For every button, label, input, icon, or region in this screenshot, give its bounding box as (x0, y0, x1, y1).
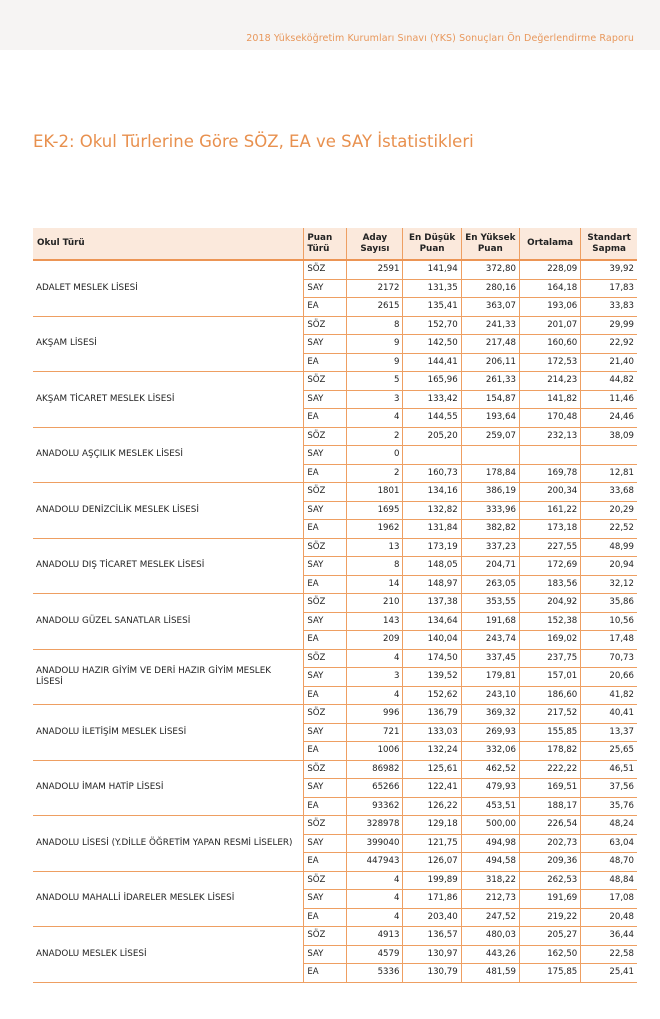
cell-min-score: 122,41 (403, 779, 461, 798)
cell-max-score: 259,07 (461, 427, 519, 446)
cell-std-dev: 11,46 (581, 390, 637, 409)
cell-candidate-count: 93362 (347, 797, 403, 816)
cell-std-dev: 17,08 (581, 890, 637, 909)
cell-std-dev: 21,40 (581, 353, 637, 372)
cell-mean: 175,85 (519, 964, 580, 983)
cell-min-score: 199,89 (403, 871, 461, 890)
cell-mean: 173,18 (519, 520, 580, 539)
cell-min-score: 144,41 (403, 353, 461, 372)
cell-max-score: 453,51 (461, 797, 519, 816)
cell-std-dev: 36,44 (581, 927, 637, 946)
cell-mean: 186,60 (519, 686, 580, 705)
cell-std-dev: 48,70 (581, 853, 637, 872)
cell-min-score: 133,42 (403, 390, 461, 409)
cell-std-dev: 33,68 (581, 483, 637, 502)
cell-score-type: EA (304, 575, 347, 594)
cell-max-score: 333,96 (461, 501, 519, 520)
cell-min-score: 174,50 (403, 649, 461, 668)
cell-max-score (461, 446, 519, 465)
cell-std-dev: 20,94 (581, 557, 637, 576)
cell-min-score: 148,97 (403, 575, 461, 594)
cell-min-score: 134,64 (403, 612, 461, 631)
cell-std-dev: 25,65 (581, 742, 637, 761)
page-title: EK-2: Okul Türlerine Göre SÖZ, EA ve SAY İstatistikleri (33, 132, 474, 151)
cell-candidate-count: 4 (347, 649, 403, 668)
cell-std-dev: 48,99 (581, 538, 637, 557)
cell-school-name: ANADOLU LİSESİ (Y.DİLLE ÖĞRETİM YAPAN RESMİ LİSELER) (33, 816, 304, 872)
cell-min-score: 136,79 (403, 705, 461, 724)
cell-score-type: EA (304, 409, 347, 428)
cell-school-name: ANADOLU İLETİŞİM MESLEK LİSESİ (33, 705, 304, 761)
cell-std-dev: 70,73 (581, 649, 637, 668)
cell-score-type: SAY (304, 723, 347, 742)
cell-candidate-count: 210 (347, 594, 403, 613)
header-min-score: En Düşük Puan (403, 228, 461, 260)
cell-candidate-count: 4 (347, 686, 403, 705)
cell-std-dev: 32,12 (581, 575, 637, 594)
cell-min-score: 205,20 (403, 427, 461, 446)
header-max-score: En Yüksek Puan (461, 228, 519, 260)
cell-candidate-count: 447943 (347, 853, 403, 872)
cell-max-score: 204,71 (461, 557, 519, 576)
cell-mean: 160,60 (519, 335, 580, 354)
cell-score-type: SAY (304, 501, 347, 520)
cell-std-dev: 12,81 (581, 464, 637, 483)
cell-score-type: SÖZ (304, 871, 347, 890)
cell-max-score: 193,64 (461, 409, 519, 428)
table-row (33, 483, 637, 502)
cell-min-score: 130,97 (403, 945, 461, 964)
cell-std-dev: 33,83 (581, 298, 637, 317)
cell-score-type: EA (304, 797, 347, 816)
cell-mean: 170,48 (519, 409, 580, 428)
cell-std-dev: 44,82 (581, 372, 637, 391)
cell-mean: 219,22 (519, 908, 580, 927)
cell-score-type: EA (304, 686, 347, 705)
cell-score-type: SÖZ (304, 260, 347, 279)
cell-score-type: SAY (304, 612, 347, 631)
cell-std-dev: 63,04 (581, 834, 637, 853)
cell-std-dev: 22,52 (581, 520, 637, 539)
cell-score-type: SAY (304, 834, 347, 853)
cell-min-score: 130,79 (403, 964, 461, 983)
cell-candidate-count: 399040 (347, 834, 403, 853)
cell-score-type: SÖZ (304, 427, 347, 446)
cell-candidate-count: 65266 (347, 779, 403, 798)
cell-score-type: EA (304, 853, 347, 872)
school-type-stats-table (33, 228, 637, 983)
cell-std-dev: 46,51 (581, 760, 637, 779)
cell-max-score: 178,84 (461, 464, 519, 483)
cell-max-score: 191,68 (461, 612, 519, 631)
cell-candidate-count: 4 (347, 890, 403, 909)
cell-school-name: ANADOLU AŞÇILIK MESLEK LİSESİ (33, 427, 304, 483)
cell-candidate-count: 9 (347, 353, 403, 372)
cell-max-score: 212,73 (461, 890, 519, 909)
cell-max-score: 500,00 (461, 816, 519, 835)
cell-mean: 204,92 (519, 594, 580, 613)
cell-school-name: ANADOLU DENİZCİLİK MESLEK LİSESİ (33, 483, 304, 539)
cell-max-score: 179,81 (461, 668, 519, 687)
cell-min-score: 136,57 (403, 927, 461, 946)
cell-score-type: SAY (304, 446, 347, 465)
table-row (33, 927, 637, 946)
cell-school-name: ANADOLU DIŞ TİCARET MESLEK LİSESİ (33, 538, 304, 594)
cell-min-score: 160,73 (403, 464, 461, 483)
cell-candidate-count: 2 (347, 464, 403, 483)
table-row (33, 594, 637, 613)
cell-std-dev: 17,83 (581, 279, 637, 298)
header-score-type: Puan Türü (304, 228, 347, 260)
cell-max-score: 494,98 (461, 834, 519, 853)
cell-mean: 169,78 (519, 464, 580, 483)
cell-candidate-count: 5 (347, 372, 403, 391)
cell-mean: 202,73 (519, 834, 580, 853)
cell-mean: 164,18 (519, 279, 580, 298)
cell-min-score: 131,35 (403, 279, 461, 298)
cell-candidate-count: 3 (347, 390, 403, 409)
cell-std-dev: 13,37 (581, 723, 637, 742)
cell-score-type: SÖZ (304, 483, 347, 502)
cell-score-type: EA (304, 964, 347, 983)
table-row (33, 816, 637, 835)
cell-mean: 169,02 (519, 631, 580, 650)
cell-mean: 141,82 (519, 390, 580, 409)
cell-std-dev: 48,24 (581, 816, 637, 835)
cell-min-score: 141,94 (403, 260, 461, 279)
cell-school-name: ANADOLU MESLEK LİSESİ (33, 927, 304, 983)
cell-candidate-count: 2615 (347, 298, 403, 317)
report-header-band (0, 0, 660, 50)
cell-candidate-count: 143 (347, 612, 403, 631)
cell-std-dev: 39,92 (581, 260, 637, 279)
cell-std-dev: 25,41 (581, 964, 637, 983)
cell-min-score: 132,24 (403, 742, 461, 761)
cell-min-score: 171,86 (403, 890, 461, 909)
cell-score-type: SÖZ (304, 760, 347, 779)
cell-mean: 201,07 (519, 316, 580, 335)
cell-min-score: 129,18 (403, 816, 461, 835)
table-row (33, 538, 637, 557)
cell-min-score: 133,03 (403, 723, 461, 742)
cell-candidate-count: 4 (347, 908, 403, 927)
cell-score-type: SAY (304, 890, 347, 909)
cell-mean: 161,22 (519, 501, 580, 520)
cell-std-dev: 24,46 (581, 409, 637, 428)
cell-candidate-count: 9 (347, 335, 403, 354)
cell-school-name: ANADOLU MAHALLİ İDARELER MESLEK LİSESİ (33, 871, 304, 927)
cell-mean: 193,06 (519, 298, 580, 317)
cell-score-type: EA (304, 520, 347, 539)
table-header-row (33, 228, 637, 260)
cell-std-dev: 40,41 (581, 705, 637, 724)
cell-candidate-count: 3 (347, 668, 403, 687)
cell-score-type: SÖZ (304, 927, 347, 946)
cell-candidate-count: 5336 (347, 964, 403, 983)
cell-candidate-count: 4579 (347, 945, 403, 964)
cell-school-name: AKŞAM LİSESİ (33, 316, 304, 372)
cell-score-type: SAY (304, 557, 347, 576)
cell-mean: 183,56 (519, 575, 580, 594)
cell-candidate-count: 209 (347, 631, 403, 650)
table-body (33, 260, 637, 982)
cell-max-score: 481,59 (461, 964, 519, 983)
table-row (33, 871, 637, 890)
cell-score-type: EA (304, 742, 347, 761)
cell-candidate-count: 0 (347, 446, 403, 465)
cell-mean: 172,69 (519, 557, 580, 576)
cell-min-score: 144,55 (403, 409, 461, 428)
cell-mean: 152,38 (519, 612, 580, 631)
cell-score-type: SAY (304, 668, 347, 687)
cell-candidate-count: 4 (347, 871, 403, 890)
cell-max-score: 479,93 (461, 779, 519, 798)
cell-std-dev: 38,09 (581, 427, 637, 446)
cell-std-dev: 35,86 (581, 594, 637, 613)
cell-max-score: 480,03 (461, 927, 519, 946)
cell-min-score: 125,61 (403, 760, 461, 779)
cell-min-score: 148,05 (403, 557, 461, 576)
header-school-type: Okul Türü (33, 228, 304, 260)
cell-candidate-count: 4 (347, 409, 403, 428)
cell-candidate-count: 2 (347, 427, 403, 446)
cell-min-score: 132,82 (403, 501, 461, 520)
cell-mean: 226,54 (519, 816, 580, 835)
cell-candidate-count: 86982 (347, 760, 403, 779)
cell-max-score: 269,93 (461, 723, 519, 742)
cell-mean: 237,75 (519, 649, 580, 668)
cell-min-score: 135,41 (403, 298, 461, 317)
cell-mean: 209,36 (519, 853, 580, 872)
cell-max-score: 369,32 (461, 705, 519, 724)
cell-std-dev: 17,48 (581, 631, 637, 650)
cell-score-type: SÖZ (304, 316, 347, 335)
cell-std-dev (581, 446, 637, 465)
cell-score-type: EA (304, 631, 347, 650)
cell-mean: 227,55 (519, 538, 580, 557)
cell-max-score: 386,19 (461, 483, 519, 502)
cell-std-dev: 20,66 (581, 668, 637, 687)
cell-score-type: EA (304, 908, 347, 927)
cell-mean: 155,85 (519, 723, 580, 742)
cell-mean: 200,34 (519, 483, 580, 502)
cell-mean: 178,82 (519, 742, 580, 761)
cell-mean: 217,52 (519, 705, 580, 724)
cell-min-score: 126,07 (403, 853, 461, 872)
cell-candidate-count: 1962 (347, 520, 403, 539)
cell-max-score: 318,22 (461, 871, 519, 890)
cell-score-type: SÖZ (304, 649, 347, 668)
cell-mean: 228,09 (519, 260, 580, 279)
cell-candidate-count: 1006 (347, 742, 403, 761)
cell-min-score: 134,16 (403, 483, 461, 502)
cell-max-score: 337,23 (461, 538, 519, 557)
cell-std-dev: 10,56 (581, 612, 637, 631)
cell-score-type: SAY (304, 945, 347, 964)
cell-candidate-count: 8 (347, 316, 403, 335)
table-row (33, 427, 637, 446)
cell-min-score: 121,75 (403, 834, 461, 853)
cell-min-score: 203,40 (403, 908, 461, 927)
header-candidate-count: Aday Sayısı (347, 228, 403, 260)
cell-candidate-count: 996 (347, 705, 403, 724)
cell-std-dev: 41,82 (581, 686, 637, 705)
cell-mean: 162,50 (519, 945, 580, 964)
cell-score-type: SAY (304, 279, 347, 298)
cell-school-name: ANADOLU HAZIR GİYİM VE DERİ HAZIR GİYİM MESLEK LİSESİ (33, 649, 304, 705)
cell-max-score: 243,10 (461, 686, 519, 705)
cell-max-score: 261,33 (461, 372, 519, 391)
cell-candidate-count: 13 (347, 538, 403, 557)
cell-score-type: SÖZ (304, 705, 347, 724)
cell-score-type: EA (304, 464, 347, 483)
table-row (33, 649, 637, 668)
cell-min-score: 152,62 (403, 686, 461, 705)
cell-max-score: 382,82 (461, 520, 519, 539)
cell-candidate-count: 2172 (347, 279, 403, 298)
cell-max-score: 206,11 (461, 353, 519, 372)
cell-max-score: 154,87 (461, 390, 519, 409)
cell-score-type: SÖZ (304, 538, 347, 557)
cell-max-score: 494,58 (461, 853, 519, 872)
cell-min-score: 173,19 (403, 538, 461, 557)
cell-min-score: 131,84 (403, 520, 461, 539)
cell-max-score: 243,74 (461, 631, 519, 650)
cell-min-score: 152,70 (403, 316, 461, 335)
cell-candidate-count: 721 (347, 723, 403, 742)
cell-school-name: ADALET MESLEK LİSESİ (33, 260, 304, 316)
table-row (33, 705, 637, 724)
cell-min-score: 139,52 (403, 668, 461, 687)
cell-std-dev: 37,56 (581, 779, 637, 798)
cell-max-score: 462,52 (461, 760, 519, 779)
header-std-dev: Standart Sapma (581, 228, 637, 260)
cell-score-type: SÖZ (304, 594, 347, 613)
cell-score-type: SAY (304, 390, 347, 409)
cell-std-dev: 20,48 (581, 908, 637, 927)
cell-std-dev: 29,99 (581, 316, 637, 335)
cell-mean: 222,22 (519, 760, 580, 779)
cell-mean: 191,69 (519, 890, 580, 909)
cell-candidate-count: 1695 (347, 501, 403, 520)
cell-school-name: ANADOLU İMAM HATİP LİSESİ (33, 760, 304, 816)
cell-max-score: 241,33 (461, 316, 519, 335)
cell-score-type: EA (304, 298, 347, 317)
table-row (33, 372, 637, 391)
report-title: 2018 Yükseköğretim Kurumları Sınavı (YKS) Sonuçları Ön Değerlendirme Raporu (246, 33, 634, 44)
cell-max-score: 280,16 (461, 279, 519, 298)
cell-score-type: EA (304, 353, 347, 372)
cell-std-dev: 22,58 (581, 945, 637, 964)
cell-candidate-count: 1801 (347, 483, 403, 502)
table-row (33, 760, 637, 779)
cell-mean: 169,51 (519, 779, 580, 798)
cell-score-type: SAY (304, 779, 347, 798)
cell-std-dev: 48,84 (581, 871, 637, 890)
cell-max-score: 443,26 (461, 945, 519, 964)
cell-max-score: 372,80 (461, 260, 519, 279)
cell-std-dev: 20,29 (581, 501, 637, 520)
cell-candidate-count: 4913 (347, 927, 403, 946)
cell-mean: 214,23 (519, 372, 580, 391)
cell-max-score: 353,55 (461, 594, 519, 613)
cell-candidate-count: 14 (347, 575, 403, 594)
cell-min-score: 165,96 (403, 372, 461, 391)
cell-mean: 172,53 (519, 353, 580, 372)
cell-score-type: SAY (304, 335, 347, 354)
cell-score-type: SÖZ (304, 816, 347, 835)
cell-mean: 157,01 (519, 668, 580, 687)
cell-mean (519, 446, 580, 465)
cell-min-score (403, 446, 461, 465)
cell-min-score: 126,22 (403, 797, 461, 816)
cell-max-score: 247,52 (461, 908, 519, 927)
cell-score-type: SÖZ (304, 372, 347, 391)
cell-max-score: 363,07 (461, 298, 519, 317)
cell-mean: 188,17 (519, 797, 580, 816)
cell-candidate-count: 2591 (347, 260, 403, 279)
cell-min-score: 140,04 (403, 631, 461, 650)
cell-max-score: 332,06 (461, 742, 519, 761)
cell-school-name: AKŞAM TİCARET MESLEK LİSESİ (33, 372, 304, 428)
table-row (33, 316, 637, 335)
cell-std-dev: 35,76 (581, 797, 637, 816)
cell-candidate-count: 328978 (347, 816, 403, 835)
cell-school-name: ANADOLU GÜZEL SANATLAR LİSESİ (33, 594, 304, 650)
table-row (33, 260, 637, 279)
cell-std-dev: 22,92 (581, 335, 637, 354)
cell-mean: 232,13 (519, 427, 580, 446)
header-mean: Ortalama (519, 228, 580, 260)
cell-max-score: 337,45 (461, 649, 519, 668)
cell-min-score: 137,38 (403, 594, 461, 613)
cell-mean: 262,53 (519, 871, 580, 890)
cell-min-score: 142,50 (403, 335, 461, 354)
cell-candidate-count: 8 (347, 557, 403, 576)
cell-max-score: 217,48 (461, 335, 519, 354)
cell-mean: 205,27 (519, 927, 580, 946)
cell-max-score: 263,05 (461, 575, 519, 594)
